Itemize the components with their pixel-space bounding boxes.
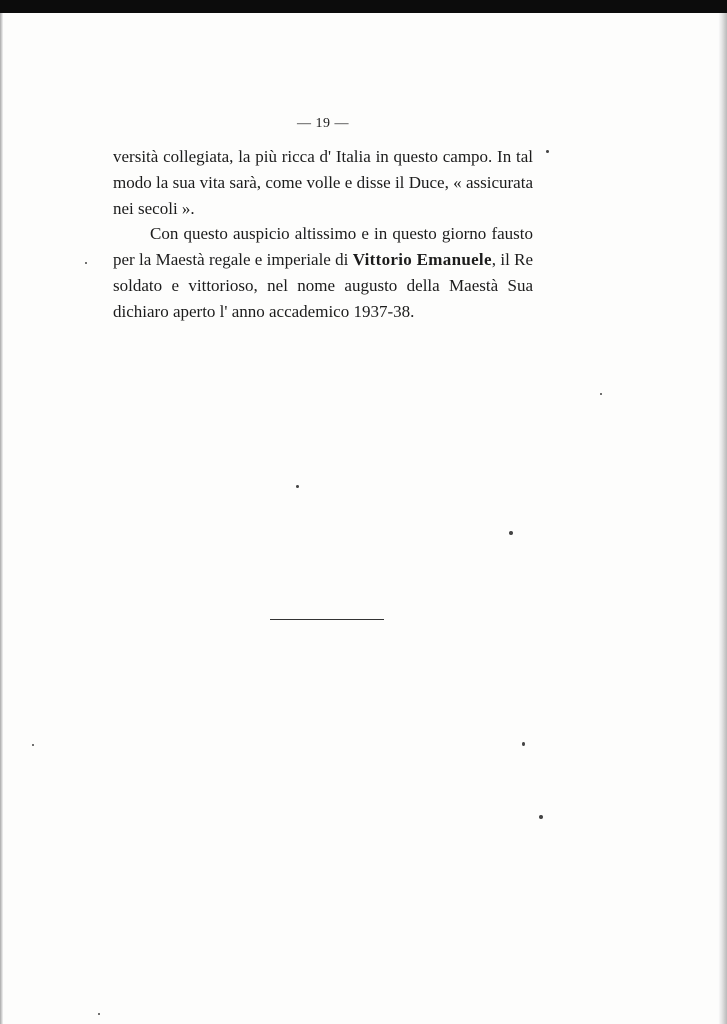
body-text	[113, 144, 533, 325]
scan-speck	[509, 531, 513, 535]
declaration-text-end: , il Re soldato e vittorioso, nel nome augusto della Maestà Sua dichiaro aperto l' anno accademico 1937-38.	[113, 250, 533, 321]
paragraph-declaration	[113, 221, 533, 324]
paragraph-continuation: versità collegiata, la più ricca d' Italia in questo campo. In tal modo la sua vita sarà, come volle e disse il Duce, « assicurata nei secoli ».	[113, 147, 533, 218]
scan-speck	[522, 742, 525, 746]
page-number: — 19 —	[297, 116, 349, 131]
scan-speck	[546, 150, 549, 153]
scan-speck	[600, 393, 602, 395]
declaration-text-start: Con questo auspicio altissimo e in questo giorno fausto per la Maestà regale e imperiale di	[113, 224, 533, 270]
closing-rule	[270, 619, 384, 620]
scan-right-edge	[718, 13, 727, 1024]
scan-speck	[539, 815, 543, 819]
scan-speck	[98, 1013, 100, 1015]
king-name: Vittorio Emanuele	[352, 250, 492, 270]
scan-speck	[85, 262, 87, 264]
scan-left-edge	[0, 13, 3, 1024]
scan-speck	[296, 485, 299, 488]
scan-top-border	[0, 0, 727, 13]
scan-speck	[32, 744, 34, 746]
